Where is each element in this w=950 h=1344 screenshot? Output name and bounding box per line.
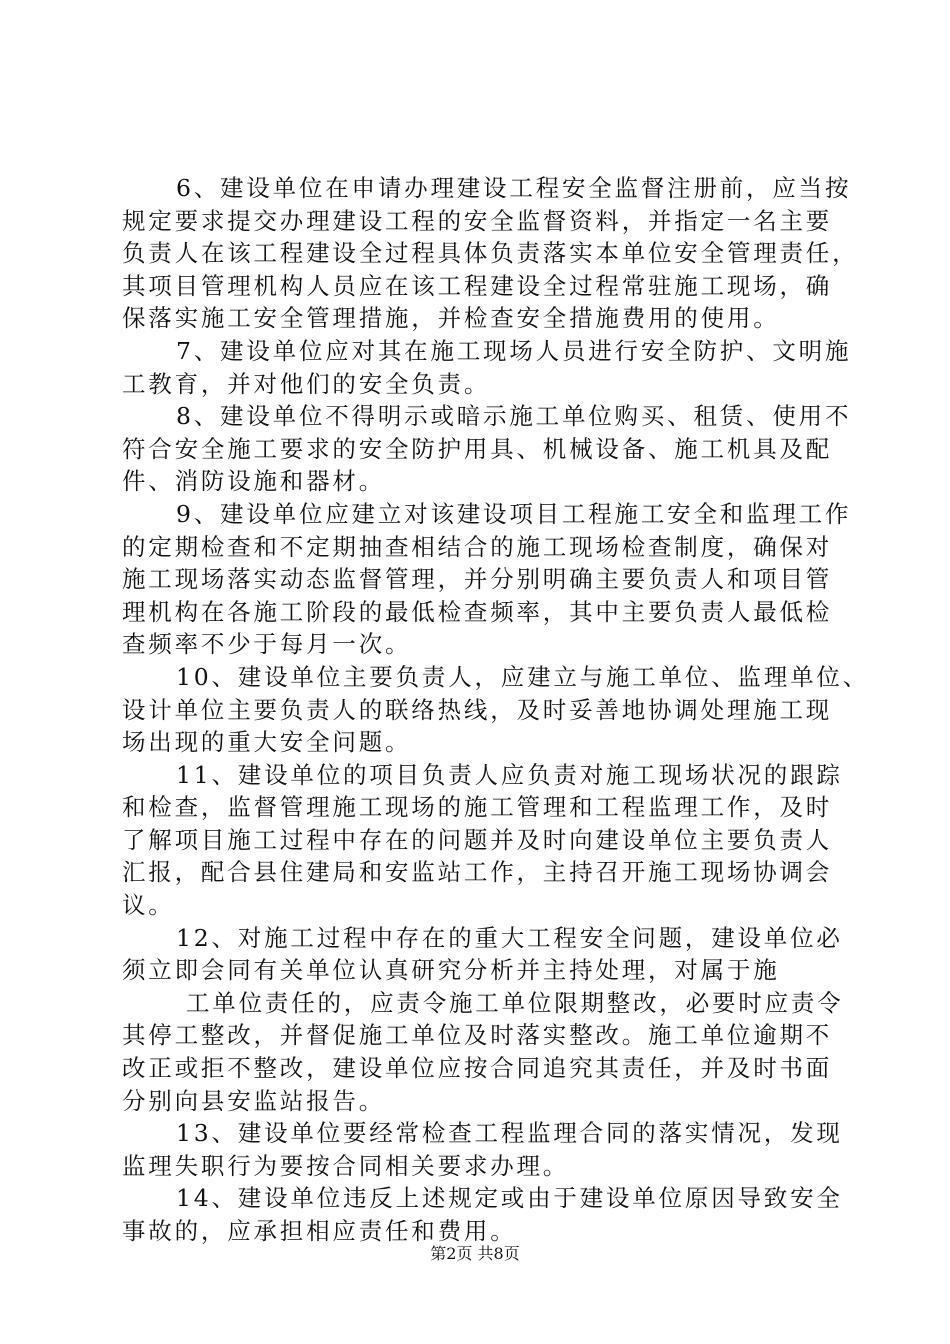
paragraph-13-line-1: 13、建设单位要经常检查工程监理合同的落实情况，发现 (176, 1119, 843, 1148)
paragraph-6-line-2: 规定要求提交办理建设工程的安全监督资料，并指定一名主要 (122, 206, 833, 235)
paragraph-12-line-3: 工单位责任的，应责令施工单位限期整改，必要时应责令 (186, 988, 844, 1017)
paragraph-9-line-1: 9、建设单位应建立对该建设项目工程施工安全和监理工作 (176, 499, 852, 528)
page-number-footer: 第2页 共8页 (430, 1244, 520, 1263)
paragraph-11-line-2: 和检查，监督管理施工现场的施工管理和工程监理工作，及时 (122, 793, 833, 822)
paragraph-7-line-2: 工教育，并对他们的安全负责。 (122, 369, 491, 398)
paragraph-9-line-5: 查频率不少于每月一次。 (122, 630, 412, 659)
paragraph-6-line-4: 其项目管理机构人员应在该工程建设全过程常驻施工现场，确 (122, 271, 833, 300)
paragraph-11-line-5: 议。 (122, 891, 175, 920)
paragraph-14-line-1: 14、建设单位违反上述规定或由于建设单位原因导致安全 (176, 1184, 843, 1213)
paragraph-6-line-1: 6、建设单位在申请办理建设工程安全监督注册前，应当按 (176, 174, 852, 202)
paragraph-7-line-1: 7、建设单位应对其在施工现场人员进行安全防护、文明施 (176, 336, 852, 365)
paragraph-14-line-2: 事故的，应承担相应责任和费用。 (122, 1217, 517, 1245)
paragraph-8-line-1: 8、建设单位不得明示或暗示施工单位购买、租赁、使用不 (176, 402, 852, 431)
paragraph-6-line-5: 保落实施工安全管理措施，并检查安全措施费用的使用。 (122, 304, 780, 333)
paragraph-10-line-2: 设计单位主要负责人的联络热线，及时妥善地协调处理施工现 (122, 695, 833, 724)
paragraph-6-line-3: 负责人在该工程建设全过程具体负责落实本单位安全管理责任， (122, 239, 859, 268)
paragraph-12-line-4: 其停工整改，并督促施工单位及时落实整改。施工单位逾期不 (122, 1021, 833, 1050)
paragraph-9-line-3: 施工现场落实动态监督管理，并分别明确主要负责人和项目管 (122, 565, 833, 594)
paragraph-11-line-4: 汇报，配合县住建局和安监站工作，主持召开施工现场协调会 (122, 858, 833, 887)
document-body (122, 172, 870, 1248)
paragraph-10-line-1: 10、建设单位主要负责人，应建立与施工单位、监理单位、 (176, 662, 870, 691)
paragraph-9-line-2: 的定期检查和不定期抽查相结合的施工现场检查制度，确保对 (122, 532, 833, 561)
paragraph-12-line-2: 须立即会同有关单位认真研究分析并主持处理，对属于施 (122, 956, 780, 985)
paragraph-13-line-2: 监理失职行为要按合同相关要求办理。 (122, 1151, 570, 1180)
paragraph-8-line-2: 符合安全施工要求的安全防护用具、机械设备、施工机具及配 (122, 434, 833, 463)
paragraph-12-line-1: 12、对施工过程中存在的重大工程安全问题，建设单位必 (176, 923, 843, 952)
paragraph-12-line-5: 改正或拒不整改，建设单位应按合同追究其责任，并及时书面 (122, 1054, 833, 1083)
paragraph-10-line-3: 场出现的重大安全问题。 (122, 728, 412, 757)
paragraph-11-line-3: 了解项目施工过程中存在的问题并及时向建设单位主要负责人 (122, 825, 833, 854)
paragraph-12-line-6: 分别向县安监站报告。 (122, 1086, 385, 1115)
paragraph-8-line-3: 件、消防设施和器材。 (122, 467, 385, 496)
paragraph-11-line-1: 11、建设单位的项目负责人应负责对施工现场状况的跟踪 (176, 760, 843, 789)
paragraph-9-line-4: 理机构在各施工阶段的最低检查频率，其中主要负责人最低检 (122, 597, 833, 626)
